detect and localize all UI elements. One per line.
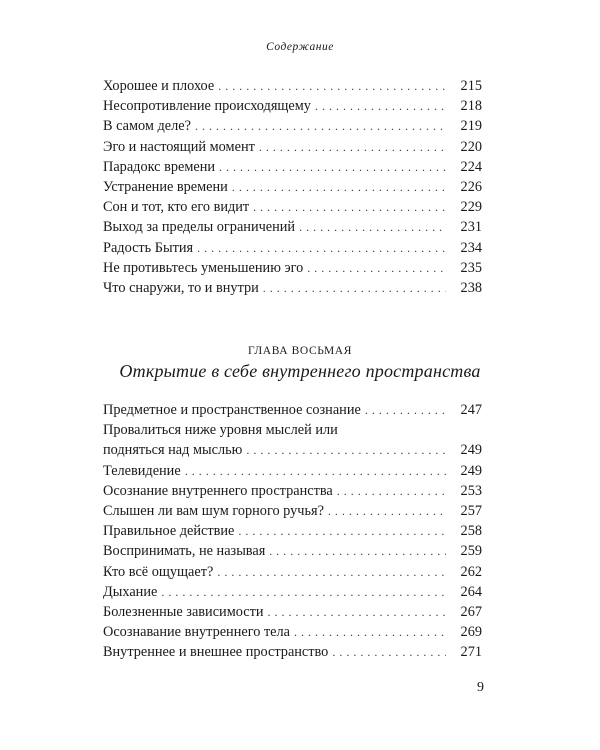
- toc-entry-page: 229: [460, 199, 482, 216]
- toc-entry-title: Предметное и пространственное сознание: [103, 402, 361, 418]
- dot-leader: [246, 444, 446, 456]
- dot-leader: [161, 586, 446, 598]
- toc-entry-page: 253: [460, 482, 482, 499]
- toc-entry[interactable]: [103, 622, 482, 642]
- dot-leader: [337, 485, 446, 497]
- toc-entry[interactable]: [103, 481, 482, 501]
- toc-entry-page: 220: [460, 138, 482, 155]
- toc-entry-page: 271: [460, 644, 482, 661]
- toc-entry-title: Сон и тот, кто его видит: [103, 199, 250, 216]
- toc-entry[interactable]: [103, 562, 482, 582]
- dot-leader: [238, 525, 446, 537]
- toc-entry-page: 267: [460, 604, 482, 621]
- toc-entry[interactable]: [103, 582, 482, 602]
- dot-leader: [185, 465, 446, 477]
- toc-entry-page: 249: [460, 462, 482, 479]
- toc-entry-page: 219: [460, 118, 482, 135]
- toc-entry-title: В самом деле?: [103, 118, 191, 135]
- toc-entry-title: Не противьтесь уменьшению эго: [103, 259, 304, 276]
- toc-entry-page: 238: [460, 280, 482, 297]
- toc-entry-page: 264: [460, 583, 482, 600]
- toc-entry-title: Провалиться ниже уровня мыслей или: [103, 422, 338, 439]
- toc-entry-page: 234: [460, 239, 482, 256]
- toc-entry-title: Устранение времени: [103, 179, 228, 196]
- toc-entry-title-line2: подняться над мыслью: [103, 442, 243, 459]
- toc-entry[interactable]: [103, 116, 482, 136]
- toc-entry-page: 249: [460, 442, 482, 459]
- dot-leader: [294, 626, 446, 638]
- dot-leader: [269, 545, 446, 557]
- toc-entry-title: Кто всё ощущает?: [103, 563, 214, 580]
- running-head: Содержание: [266, 41, 334, 53]
- toc-entry-title: Телевидение: [103, 462, 181, 479]
- toc-entry-page: 269: [460, 624, 482, 641]
- dot-leader: [197, 242, 446, 254]
- toc-entry-title: Парадокс времени: [103, 158, 216, 175]
- toc-entry[interactable]: [103, 400, 482, 420]
- toc-entry-title: Осознавание внутреннего тела: [103, 624, 291, 641]
- dot-leader: [253, 201, 446, 213]
- dot-leader: [332, 646, 446, 658]
- toc-entry[interactable]: [103, 278, 482, 298]
- toc-entry-page: 215: [460, 78, 482, 94]
- toc-entry-title: Осознание внутреннего пространства: [103, 482, 333, 499]
- toc-entry[interactable]: [103, 501, 482, 521]
- toc-entry-title: Дыхание: [103, 583, 158, 600]
- toc-entry-title: Несопротивление происходящему: [103, 98, 311, 115]
- toc-entry-title: Воспринимать, не называя: [103, 543, 266, 560]
- toc-entry[interactable]: [103, 420, 482, 460]
- toc-entry[interactable]: [103, 642, 482, 662]
- toc-entry[interactable]: [103, 521, 482, 541]
- toc-entry-continuation: [103, 440, 482, 460]
- dot-leader: [365, 404, 446, 416]
- toc-entry-title: Радость Бытия: [103, 239, 194, 256]
- chapter-title: Открытие в себе внутреннего пространства: [119, 361, 481, 381]
- toc-entry[interactable]: [103, 76, 482, 96]
- toc-entry-page: 258: [460, 523, 482, 540]
- toc-entry-title: Внутреннее и внешнее пространство: [103, 644, 329, 661]
- dot-leader: [219, 161, 446, 173]
- dot-leader: [315, 100, 446, 112]
- toc-entry[interactable]: [103, 96, 482, 116]
- dot-leader: [307, 262, 446, 274]
- toc-entry[interactable]: [103, 541, 482, 561]
- page-number: 9: [477, 680, 484, 695]
- dot-leader: [217, 566, 446, 578]
- toc-entry-page: 231: [460, 219, 482, 236]
- toc-entry-page: 262: [460, 563, 482, 580]
- toc-entry[interactable]: [103, 217, 482, 237]
- toc-entry[interactable]: [103, 258, 482, 278]
- dot-leader: [232, 181, 446, 193]
- toc-entry[interactable]: [103, 137, 482, 157]
- toc-section-2: [103, 400, 482, 663]
- chapter-label: ГЛАВА ВОСЬМАЯ: [248, 345, 352, 357]
- toc-entry[interactable]: [103, 157, 482, 177]
- toc-entry-page: 218: [460, 98, 482, 115]
- toc-entry-page: 235: [460, 259, 482, 276]
- toc-entry-page: 226: [460, 179, 482, 196]
- toc-entry-page: 257: [460, 503, 482, 520]
- toc-entry-title: Болезненные зависимости: [103, 604, 264, 621]
- toc-entry-title: Эго и настоящий момент: [103, 138, 255, 155]
- toc-entry-title: Слышен ли вам шум горного ручья?: [103, 503, 324, 520]
- dot-leader: [259, 141, 446, 153]
- toc-entry-title: Что снаружи, то и внутри: [103, 280, 259, 297]
- toc-entry[interactable]: [103, 177, 482, 197]
- toc-entry-page: 224: [460, 158, 482, 175]
- toc-entry[interactable]: [103, 238, 482, 258]
- dot-leader: [267, 606, 446, 618]
- toc-entry-page: 259: [460, 543, 482, 560]
- toc-entry-title: Правильное действие: [103, 523, 235, 540]
- toc-section-1: [103, 76, 482, 298]
- dot-leader: [218, 80, 446, 92]
- dot-leader: [328, 505, 446, 517]
- toc-entry[interactable]: [103, 461, 482, 481]
- toc-entry[interactable]: [103, 602, 482, 622]
- toc-entry[interactable]: [103, 197, 482, 217]
- dot-leader: [195, 120, 446, 132]
- dot-leader: [299, 221, 446, 233]
- dot-leader: [263, 282, 446, 294]
- toc-entry-title: Хорошее и плохое: [103, 78, 215, 94]
- toc-entry-title: Выход за пределы ограничений: [103, 219, 296, 236]
- toc-entry-page: 247: [460, 402, 482, 418]
